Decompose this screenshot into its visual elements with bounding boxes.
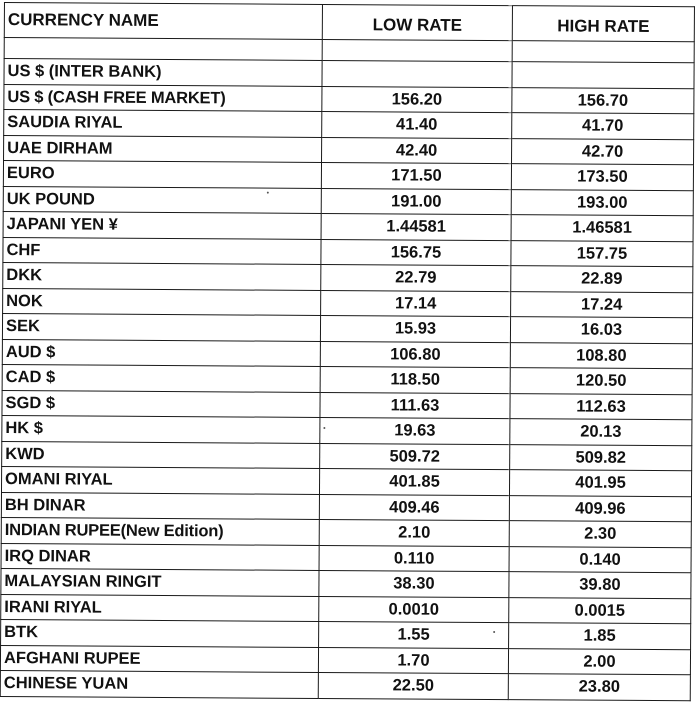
currency-name-cell: UK POUND <box>3 186 321 213</box>
currency-name-cell: EURO <box>3 161 321 188</box>
scan-speck <box>323 427 325 429</box>
currency-name-cell: SGD $ <box>2 390 320 417</box>
high-rate-cell: 39.80 <box>509 572 691 599</box>
high-rate-cell: 509.82 <box>510 444 692 471</box>
high-rate-cell: 2.30 <box>509 521 691 548</box>
currency-name-cell: JAPANI YEN ¥ <box>3 212 321 239</box>
currency-name-cell: MALAYSIAN RINGIT <box>1 569 319 596</box>
currency-name-cell: CAD $ <box>2 365 320 392</box>
high-rate-cell: 1.85 <box>509 623 691 650</box>
high-rate-cell: 1.46581 <box>511 215 693 242</box>
high-rate-cell <box>512 62 694 89</box>
currency-name-cell: US $ (INTER BANK) <box>4 59 322 86</box>
currency-name-cell: OMANI RIYAL <box>1 467 319 494</box>
currency-name-cell: KWD <box>2 441 320 468</box>
currency-name-cell: BTK <box>1 620 319 647</box>
currency-name-cell: SAUDIA RIYAL <box>4 110 322 137</box>
table-row <box>0 671 690 701</box>
low-rate-cell: 19.63 <box>320 417 510 444</box>
high-rate-cell: 120.50 <box>510 368 692 395</box>
blank-cell <box>512 41 694 63</box>
currency-name-cell: CHINESE YUAN <box>0 671 318 698</box>
low-rate-cell: 401.85 <box>319 468 509 495</box>
high-rate-cell: 401.95 <box>509 470 691 497</box>
currency-name-cell: DKK <box>3 263 321 290</box>
high-rate-cell: 112.63 <box>510 393 692 420</box>
low-rate-cell: 191.00 <box>321 188 511 215</box>
currency-name-cell: UAE DIRHAM <box>4 135 322 162</box>
high-rate-cell: 0.140 <box>509 546 691 573</box>
low-rate-cell: 2.10 <box>319 519 509 546</box>
high-rate-cell: 41.70 <box>512 113 694 140</box>
high-rate-cell: 156.70 <box>512 87 694 114</box>
header-high-rate: HIGH RATE <box>512 6 694 42</box>
high-rate-cell: 16.03 <box>510 317 692 344</box>
high-rate-cell: 2.00 <box>508 648 690 675</box>
currency-name-cell: US $ (CASH FREE MARKET) <box>4 84 322 111</box>
low-rate-cell: 1.44581 <box>321 213 511 240</box>
high-rate-cell: 108.80 <box>510 342 692 369</box>
blank-cell <box>322 39 512 61</box>
blank-cell <box>4 38 322 61</box>
currency-name-cell: IRANI RIYAL <box>1 594 319 621</box>
low-rate-cell: 22.79 <box>321 264 511 291</box>
low-rate-cell: 171.50 <box>321 162 511 189</box>
currency-name-cell: NOK <box>3 288 321 315</box>
low-rate-cell: 17.14 <box>321 290 511 317</box>
currency-name-cell: INDIAN RUPEE(New Edition) <box>1 518 319 545</box>
currency-name-cell: IRQ DINAR <box>1 543 319 570</box>
currency-name-cell: HK $ <box>2 416 320 443</box>
low-rate-cell: 509.72 <box>320 443 510 470</box>
high-rate-cell: 20.13 <box>510 419 692 446</box>
high-rate-cell: 23.80 <box>508 674 690 701</box>
table-header-row <box>4 3 694 42</box>
low-rate-cell: 1.55 <box>319 621 509 648</box>
header-currency-name: CURRENCY NAME <box>4 3 322 40</box>
currency-name-cell: CHF <box>3 237 321 264</box>
low-rate-cell: 41.40 <box>322 111 512 138</box>
high-rate-cell: 42.70 <box>512 138 694 165</box>
low-rate-cell: 42.40 <box>322 137 512 164</box>
low-rate-cell: 22.50 <box>318 672 508 699</box>
low-rate-cell: 118.50 <box>320 366 510 393</box>
currency-name-cell: BH DINAR <box>1 492 319 519</box>
low-rate-cell: 0.110 <box>319 545 509 572</box>
currency-rates-table <box>0 2 695 701</box>
low-rate-cell: 106.80 <box>320 341 510 368</box>
scan-speck <box>267 192 269 194</box>
low-rate-cell: 409.46 <box>319 494 509 521</box>
low-rate-cell: 156.75 <box>321 239 511 266</box>
high-rate-cell: 193.00 <box>511 189 693 216</box>
scan-speck <box>493 631 495 633</box>
high-rate-cell: 157.75 <box>511 240 693 267</box>
high-rate-cell: 0.0015 <box>509 597 691 624</box>
high-rate-cell: 17.24 <box>511 291 693 318</box>
high-rate-cell: 409.96 <box>509 495 691 522</box>
high-rate-cell: 173.50 <box>511 164 693 191</box>
low-rate-cell: 0.0010 <box>319 596 509 623</box>
low-rate-cell: 156.20 <box>322 86 512 113</box>
low-rate-cell: 1.70 <box>318 647 508 674</box>
low-rate-cell: 38.30 <box>319 570 509 597</box>
low-rate-cell: 15.93 <box>320 315 510 342</box>
high-rate-cell: 22.89 <box>511 266 693 293</box>
low-rate-cell <box>322 60 512 87</box>
currency-name-cell: AFGHANI RUPEE <box>0 645 318 672</box>
currency-name-cell: AUD $ <box>2 339 320 366</box>
low-rate-cell: 111.63 <box>320 392 510 419</box>
header-low-rate: LOW RATE <box>322 4 512 40</box>
currency-name-cell: SEK <box>2 314 320 341</box>
